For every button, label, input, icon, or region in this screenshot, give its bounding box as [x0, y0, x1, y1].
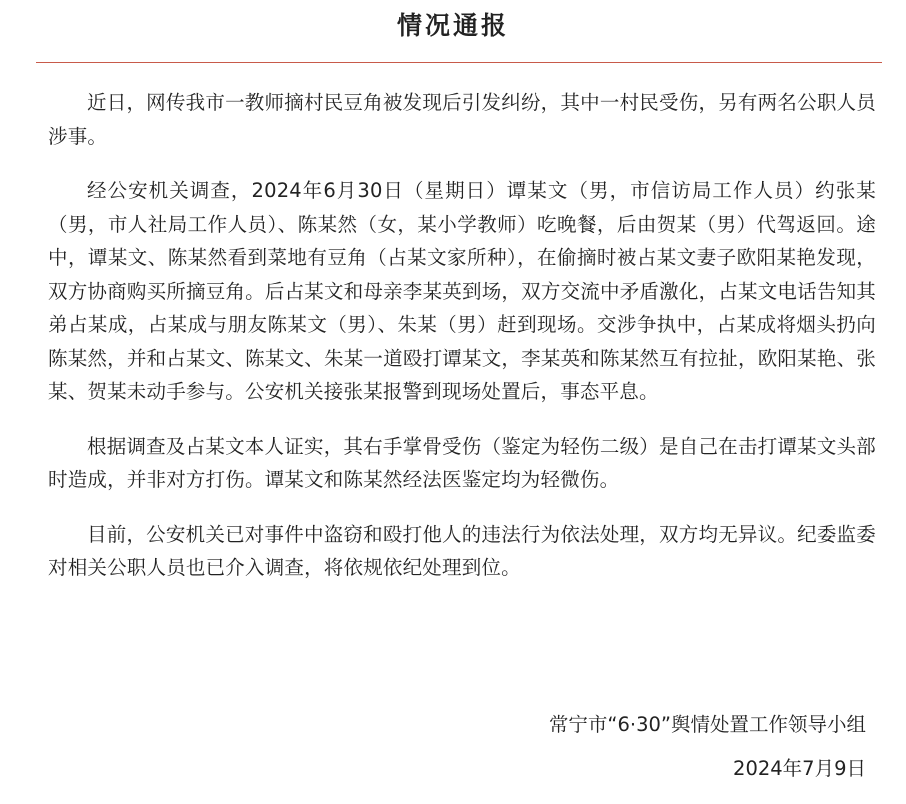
- issuer-name: 常宁市“6·30”舆情处置工作领导小组: [548, 713, 866, 736]
- title-divider: [36, 62, 882, 63]
- notice-body: [48, 86, 876, 606]
- issue-date: 2024年7月9日: [733, 757, 866, 780]
- notice-title: 情况通报: [396, 11, 509, 40]
- paragraph-intro: 近日，网传我市一教师摘村民豆角被发现后引发纠纷，其中一村民受伤，另有两名公职人员涉事。: [48, 91, 876, 148]
- paragraph-investigation: 经公安机关调查，2024年6月30日（星期日）谭某文（男，市信访局工作人员）约张某（男，市人社局工作人员）、陈某然（女，某小学教师）吃晚餐，后由贺某（男）代驾返回。途中，谭某文、陈某然看到菜地有豆角（占某文家所种），在偷摘时被占某文妻子欧阳某艳发现，双方协商购买所摘豆角。后占某文和母亲李某英到场，双方交流中矛盾激化，占某文电话告知其弟占某成，占某成与朋友陈某文（男）、朱某（男）赶到现场。交涉争执中，占某成将烟头扔向陈某然，并和占某文、陈某文、朱某一道殴打谭某文，李某英和陈某然互有拉扯，欧阳某艳、张某、贺某未动手参与。公安机关接张某报警到现场处置后，事态平息。: [48, 179, 876, 403]
- paragraph-injury-findings: 根据调查及占某文本人证实，其右手掌骨受伤（鉴定为轻伤二级）是自己在击打谭某文头部时造成，并非对方打伤。谭某文和陈某然经法医鉴定均为轻微伤。: [48, 434, 876, 491]
- signature-block: [549, 703, 866, 791]
- paragraph-handling: 目前，公安机关已对事件中盗窃和殴打他人的违法行为依法处理，双方均无异议。纪委监委对相关公职人员也已介入调查，将依规依纪处理到位。: [48, 522, 876, 579]
